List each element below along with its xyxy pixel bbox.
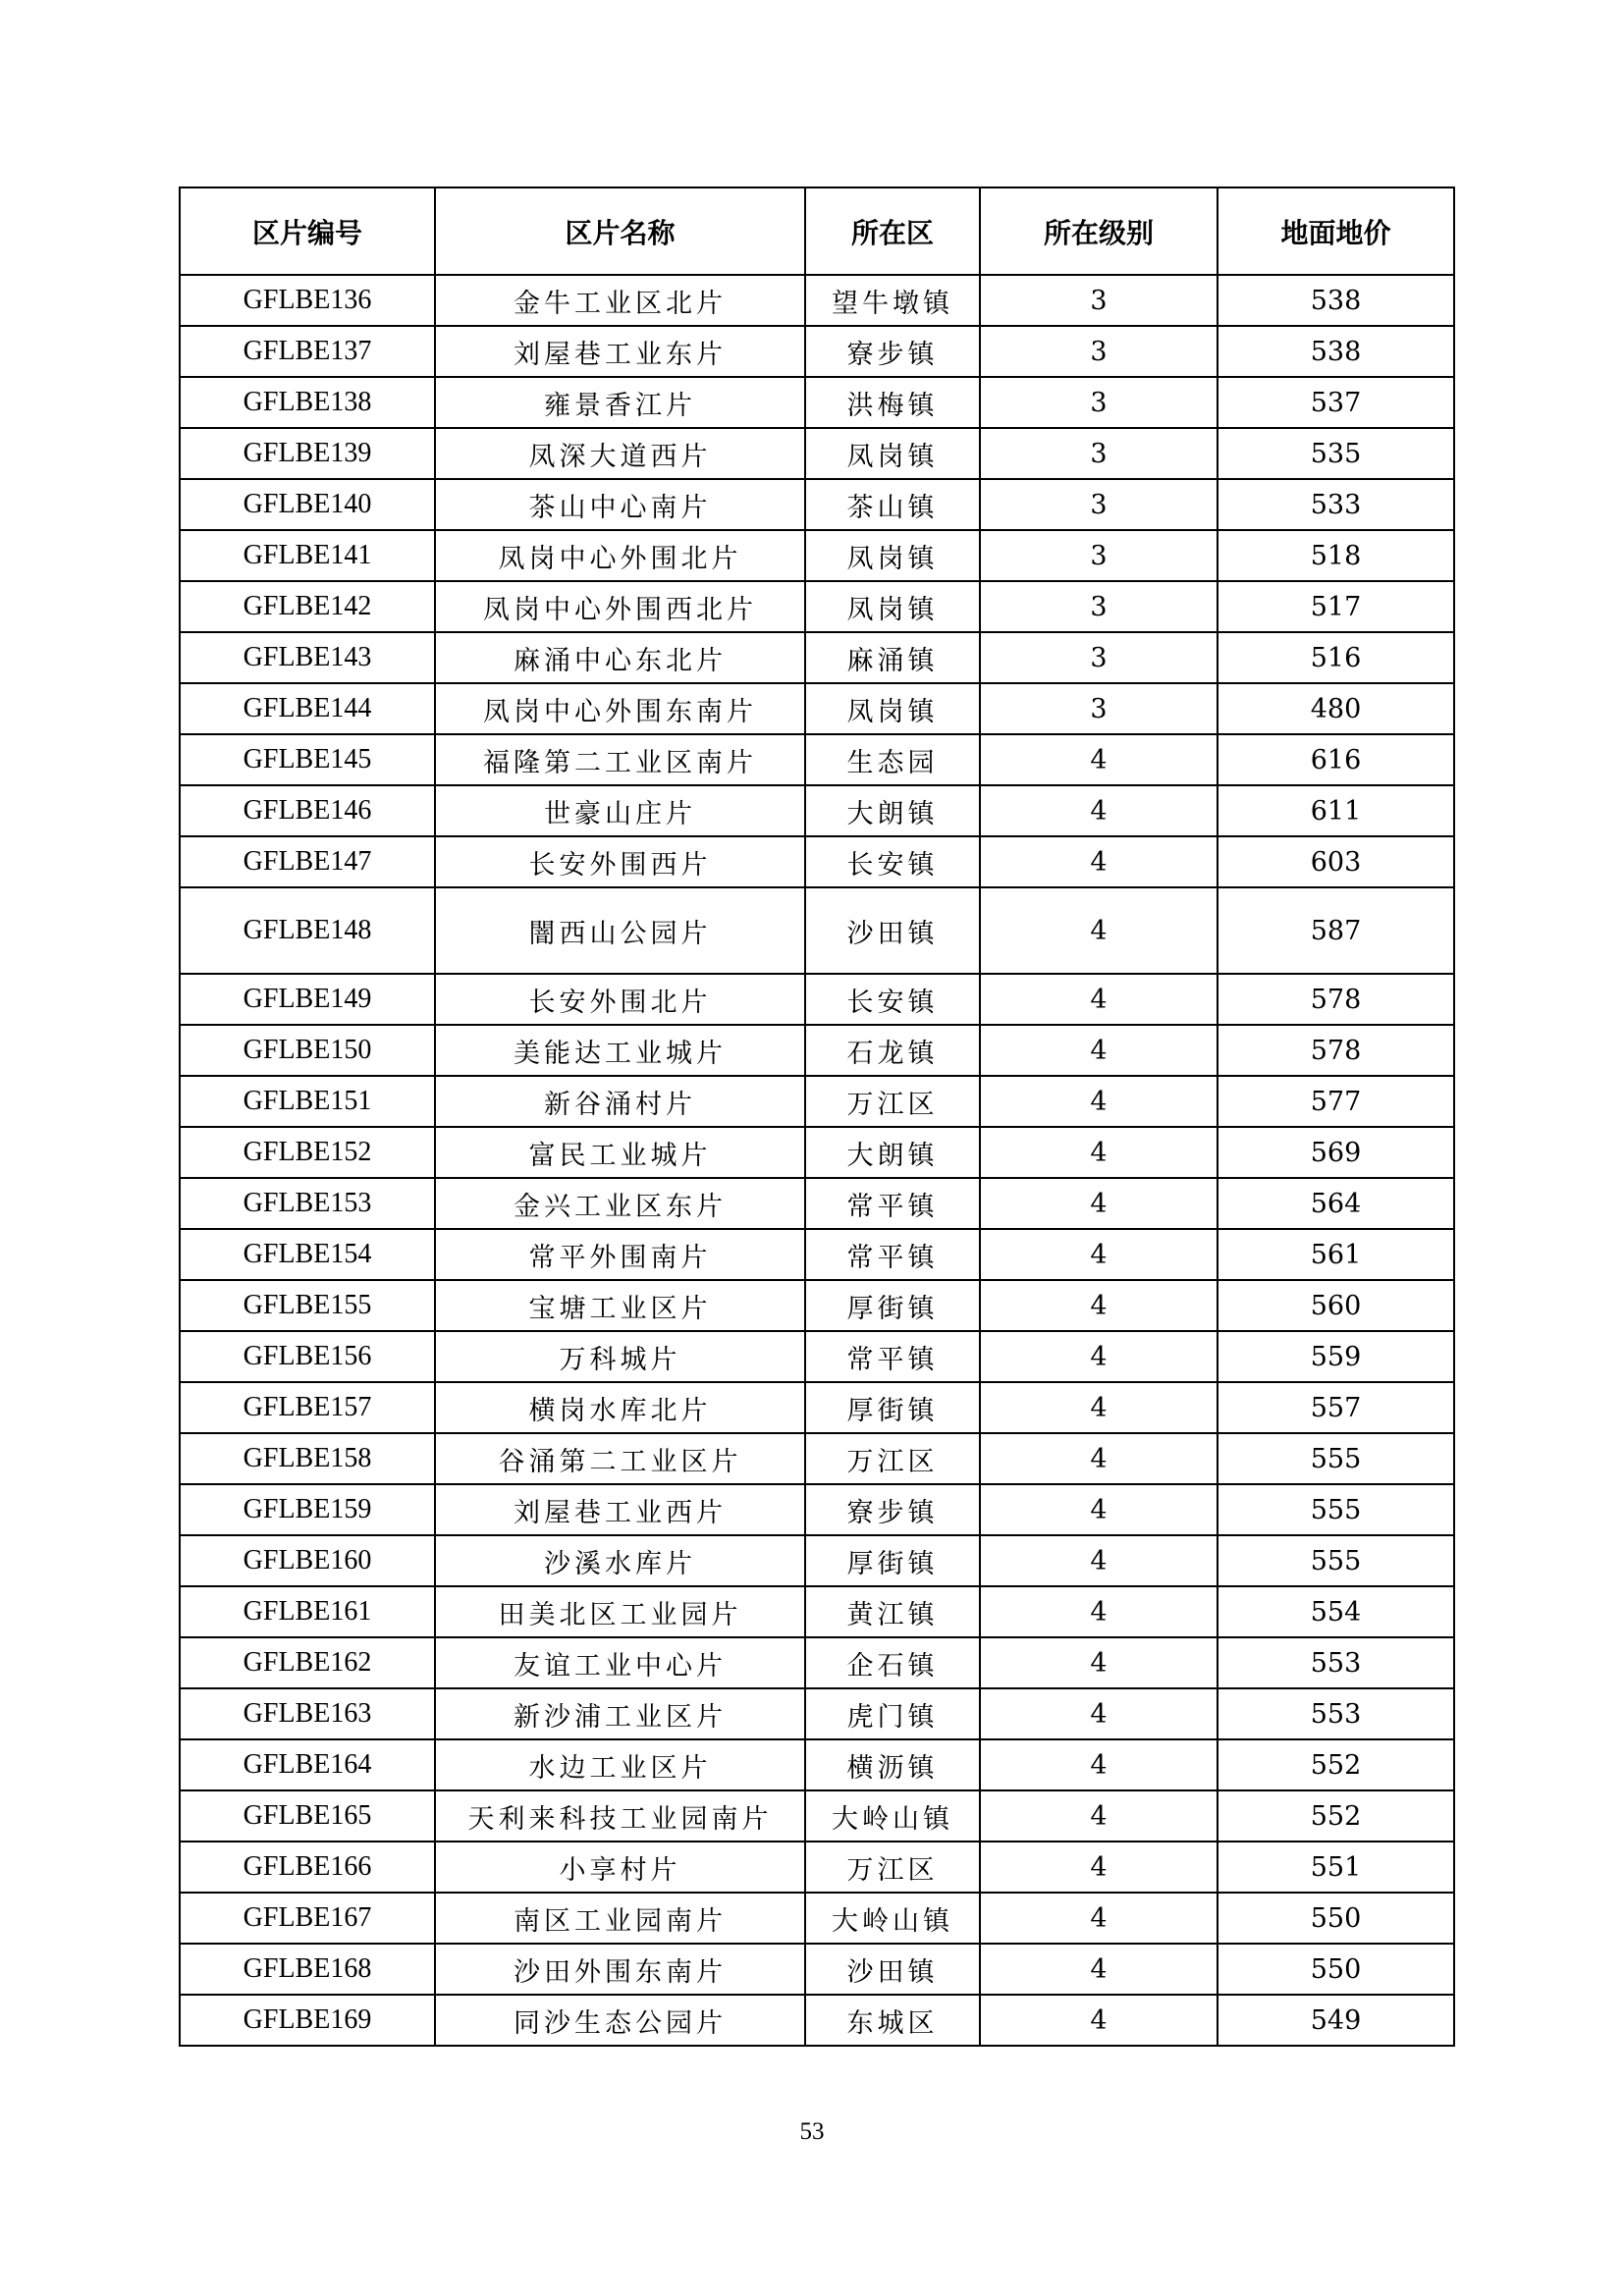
district-cell: 洪梅镇 (805, 377, 980, 428)
district-cell: 常平镇 (805, 1229, 980, 1280)
zone-code-cell: GFLBE162 (180, 1637, 435, 1688)
header-district: 所在区 (805, 187, 980, 275)
table-row (180, 1790, 1454, 1842)
zone-code-cell: GFLBE148 (180, 887, 435, 974)
land-price-cell: 564 (1218, 1178, 1454, 1229)
district-cell: 大岭山镇 (805, 1893, 980, 1944)
land-price-cell: 516 (1218, 632, 1454, 683)
zone-name-cell: 长安外围北片 (435, 974, 805, 1025)
level-cell: 4 (980, 1893, 1218, 1944)
zone-code-cell: GFLBE150 (180, 1025, 435, 1076)
table-row (180, 632, 1454, 683)
land-price-cell: 578 (1218, 974, 1454, 1025)
page-number: 53 (799, 2118, 825, 2145)
land-price-cell: 555 (1218, 1535, 1454, 1586)
level-cell: 3 (980, 428, 1218, 479)
land-price-cell: 578 (1218, 1025, 1454, 1076)
zone-name-cell: 万科城片 (435, 1331, 805, 1382)
table-row (180, 1842, 1454, 1893)
land-price-cell: 555 (1218, 1433, 1454, 1484)
district-cell: 万江区 (805, 1842, 980, 1893)
zone-name-cell: 横岗水库北片 (435, 1382, 805, 1433)
table-header-row (180, 187, 1454, 275)
land-price-table (179, 187, 1455, 2047)
zone-code-cell: GFLBE141 (180, 530, 435, 581)
level-cell: 4 (980, 1586, 1218, 1637)
land-price-cell: 549 (1218, 1995, 1454, 2046)
header-zone-code: 区片编号 (180, 187, 435, 275)
district-cell: 厚街镇 (805, 1382, 980, 1433)
zone-code-cell: GFLBE149 (180, 974, 435, 1025)
district-cell: 大朗镇 (805, 785, 980, 836)
zone-code-cell: GFLBE139 (180, 428, 435, 479)
zone-name-cell: 水边工业区片 (435, 1739, 805, 1790)
table-row (180, 1331, 1454, 1382)
zone-name-cell: 宝塘工业区片 (435, 1280, 805, 1331)
district-cell: 万江区 (805, 1076, 980, 1127)
zone-code-cell: GFLBE144 (180, 683, 435, 734)
table-row (180, 1893, 1454, 1944)
district-cell: 寮步镇 (805, 1484, 980, 1535)
zone-code-cell: GFLBE146 (180, 785, 435, 836)
zone-name-cell: 美能达工业城片 (435, 1025, 805, 1076)
level-cell: 3 (980, 530, 1218, 581)
land-price-cell: 551 (1218, 1842, 1454, 1893)
table-row (180, 785, 1454, 836)
table-row (180, 1995, 1454, 2046)
level-cell: 4 (980, 1535, 1218, 1586)
table-row (180, 974, 1454, 1025)
zone-code-cell: GFLBE145 (180, 734, 435, 785)
zone-name-cell: 茶山中心南片 (435, 479, 805, 530)
table-row (180, 1076, 1454, 1127)
level-cell: 4 (980, 1382, 1218, 1433)
land-price-cell: 554 (1218, 1586, 1454, 1637)
land-price-cell: 535 (1218, 428, 1454, 479)
district-cell: 东城区 (805, 1995, 980, 2046)
table-row (180, 1484, 1454, 1535)
zone-code-cell: GFLBE153 (180, 1178, 435, 1229)
zone-code-cell: GFLBE157 (180, 1382, 435, 1433)
zone-code-cell: GFLBE154 (180, 1229, 435, 1280)
land-price-cell: 552 (1218, 1739, 1454, 1790)
district-cell: 万江区 (805, 1433, 980, 1484)
level-cell: 4 (980, 1484, 1218, 1535)
level-cell: 4 (980, 1433, 1218, 1484)
land-price-cell: 517 (1218, 581, 1454, 632)
zone-code-cell: GFLBE156 (180, 1331, 435, 1382)
land-price-cell: 550 (1218, 1944, 1454, 1995)
header-level: 所在级别 (980, 187, 1218, 275)
zone-code-cell: GFLBE138 (180, 377, 435, 428)
level-cell: 3 (980, 275, 1218, 326)
level-cell: 4 (980, 785, 1218, 836)
level-cell: 3 (980, 632, 1218, 683)
land-price-cell: 552 (1218, 1790, 1454, 1842)
level-cell: 3 (980, 581, 1218, 632)
level-cell: 4 (980, 1280, 1218, 1331)
zone-name-cell: 新沙浦工业区片 (435, 1688, 805, 1739)
district-cell: 凤岗镇 (805, 530, 980, 581)
district-cell: 横沥镇 (805, 1739, 980, 1790)
level-cell: 4 (980, 1637, 1218, 1688)
zone-name-cell: 富民工业城片 (435, 1127, 805, 1178)
zone-name-cell: 金兴工业区东片 (435, 1178, 805, 1229)
zone-code-cell: GFLBE165 (180, 1790, 435, 1842)
district-cell: 常平镇 (805, 1331, 980, 1382)
zone-name-cell: 谷涌第二工业区片 (435, 1433, 805, 1484)
zone-code-cell: GFLBE152 (180, 1127, 435, 1178)
zone-code-cell: GFLBE163 (180, 1688, 435, 1739)
land-price-cell: 561 (1218, 1229, 1454, 1280)
district-cell: 企石镇 (805, 1637, 980, 1688)
zone-code-cell: GFLBE147 (180, 836, 435, 887)
zone-name-cell: 长安外围西片 (435, 836, 805, 887)
land-price-cell: 480 (1218, 683, 1454, 734)
zone-name-cell: 刘屋巷工业西片 (435, 1484, 805, 1535)
zone-code-cell: GFLBE140 (180, 479, 435, 530)
land-price-cell: 616 (1218, 734, 1454, 785)
district-cell: 长安镇 (805, 974, 980, 1025)
zone-name-cell: 沙溪水库片 (435, 1535, 805, 1586)
level-cell: 4 (980, 1178, 1218, 1229)
zone-name-cell: 新谷涌村片 (435, 1076, 805, 1127)
zone-code-cell: GFLBE151 (180, 1076, 435, 1127)
land-price-cell: 603 (1218, 836, 1454, 887)
level-cell: 4 (980, 734, 1218, 785)
table-row (180, 1178, 1454, 1229)
land-price-cell: 533 (1218, 479, 1454, 530)
zone-name-cell: 麻涌中心东北片 (435, 632, 805, 683)
land-price-cell: 557 (1218, 1382, 1454, 1433)
level-cell: 4 (980, 1331, 1218, 1382)
table-row (180, 1586, 1454, 1637)
table-row (180, 887, 1454, 974)
zone-code-cell: GFLBE168 (180, 1944, 435, 1995)
level-cell: 4 (980, 887, 1218, 974)
table-row (180, 1025, 1454, 1076)
header-land-price: 地面地价 (1218, 187, 1454, 275)
level-cell: 3 (980, 479, 1218, 530)
district-cell: 厚街镇 (805, 1535, 980, 1586)
table-row (180, 1535, 1454, 1586)
land-price-cell: 537 (1218, 377, 1454, 428)
district-cell: 凤岗镇 (805, 581, 980, 632)
level-cell: 4 (980, 1076, 1218, 1127)
district-cell: 常平镇 (805, 1178, 980, 1229)
zone-code-cell: GFLBE155 (180, 1280, 435, 1331)
level-cell: 4 (980, 1790, 1218, 1842)
district-cell: 生态园 (805, 734, 980, 785)
table-row (180, 581, 1454, 632)
table-row (180, 377, 1454, 428)
table-row (180, 530, 1454, 581)
land-price-cell: 553 (1218, 1688, 1454, 1739)
table-row (180, 1127, 1454, 1178)
level-cell: 3 (980, 326, 1218, 377)
header-zone-name: 区片名称 (435, 187, 805, 275)
table-row (180, 1382, 1454, 1433)
zone-name-cell: 雍景香江片 (435, 377, 805, 428)
land-price-cell: 538 (1218, 326, 1454, 377)
level-cell: 3 (980, 377, 1218, 428)
zone-name-cell: 世豪山庄片 (435, 785, 805, 836)
level-cell: 4 (980, 1995, 1218, 2046)
table-row (180, 1433, 1454, 1484)
land-price-cell: 587 (1218, 887, 1454, 974)
zone-name-cell: 凤岗中心外围东南片 (435, 683, 805, 734)
level-cell: 4 (980, 1842, 1218, 1893)
land-price-cell: 611 (1218, 785, 1454, 836)
level-cell: 4 (980, 836, 1218, 887)
table-row (180, 428, 1454, 479)
table-row (180, 275, 1454, 326)
zone-name-cell: 凤深大道西片 (435, 428, 805, 479)
table-row (180, 326, 1454, 377)
land-price-cell: 538 (1218, 275, 1454, 326)
zone-code-cell: GFLBE161 (180, 1586, 435, 1637)
zone-code-cell: GFLBE136 (180, 275, 435, 326)
zone-name-cell: 南区工业园南片 (435, 1893, 805, 1944)
district-cell: 寮步镇 (805, 326, 980, 377)
district-cell: 长安镇 (805, 836, 980, 887)
table-body (180, 275, 1454, 2046)
level-cell: 4 (980, 1739, 1218, 1790)
level-cell: 4 (980, 1688, 1218, 1739)
zone-code-cell: GFLBE167 (180, 1893, 435, 1944)
table-row (180, 1688, 1454, 1739)
district-cell: 沙田镇 (805, 1944, 980, 1995)
land-price-cell: 555 (1218, 1484, 1454, 1535)
district-cell: 凤岗镇 (805, 428, 980, 479)
district-cell: 黄江镇 (805, 1586, 980, 1637)
zone-code-cell: GFLBE169 (180, 1995, 435, 2046)
district-cell: 麻涌镇 (805, 632, 980, 683)
district-cell: 凤岗镇 (805, 683, 980, 734)
zone-code-cell: GFLBE137 (180, 326, 435, 377)
district-cell: 大朗镇 (805, 1127, 980, 1178)
zone-name-cell: 凤岗中心外围北片 (435, 530, 805, 581)
zone-code-cell: GFLBE143 (180, 632, 435, 683)
land-price-cell: 560 (1218, 1280, 1454, 1331)
district-cell: 望牛墩镇 (805, 275, 980, 326)
level-cell: 4 (980, 1944, 1218, 1995)
land-price-cell: 518 (1218, 530, 1454, 581)
zone-name-cell: 沙田外围东南片 (435, 1944, 805, 1995)
zone-name-cell: 闇西山公园片 (435, 887, 805, 974)
zone-code-cell: GFLBE158 (180, 1433, 435, 1484)
table-row (180, 1739, 1454, 1790)
table-row (180, 836, 1454, 887)
zone-code-cell: GFLBE160 (180, 1535, 435, 1586)
zone-name-cell: 金牛工业区北片 (435, 275, 805, 326)
zone-code-cell: GFLBE142 (180, 581, 435, 632)
zone-name-cell: 凤岗中心外围西北片 (435, 581, 805, 632)
land-price-cell: 577 (1218, 1076, 1454, 1127)
land-price-cell: 559 (1218, 1331, 1454, 1382)
zone-name-cell: 常平外围南片 (435, 1229, 805, 1280)
zone-name-cell: 小享村片 (435, 1842, 805, 1893)
level-cell: 4 (980, 1025, 1218, 1076)
table-row (180, 1229, 1454, 1280)
level-cell: 4 (980, 974, 1218, 1025)
district-cell: 大岭山镇 (805, 1790, 980, 1842)
table-row (180, 734, 1454, 785)
zone-code-cell: GFLBE159 (180, 1484, 435, 1535)
zone-code-cell: GFLBE164 (180, 1739, 435, 1790)
land-price-cell: 569 (1218, 1127, 1454, 1178)
zone-name-cell: 天利来科技工业园南片 (435, 1790, 805, 1842)
district-cell: 沙田镇 (805, 887, 980, 974)
district-cell: 茶山镇 (805, 479, 980, 530)
district-cell: 石龙镇 (805, 1025, 980, 1076)
district-cell: 厚街镇 (805, 1280, 980, 1331)
table-row (180, 683, 1454, 734)
level-cell: 3 (980, 683, 1218, 734)
level-cell: 4 (980, 1229, 1218, 1280)
zone-name-cell: 友谊工业中心片 (435, 1637, 805, 1688)
level-cell: 4 (980, 1127, 1218, 1178)
zone-code-cell: GFLBE166 (180, 1842, 435, 1893)
zone-name-cell: 福隆第二工业区南片 (435, 734, 805, 785)
zone-name-cell: 刘屋巷工业东片 (435, 326, 805, 377)
district-cell: 虎门镇 (805, 1688, 980, 1739)
zone-name-cell: 田美北区工业园片 (435, 1586, 805, 1637)
table-row (180, 479, 1454, 530)
table-row (180, 1280, 1454, 1331)
land-price-cell: 553 (1218, 1637, 1454, 1688)
table-row (180, 1944, 1454, 1995)
table-row (180, 1637, 1454, 1688)
land-price-cell: 550 (1218, 1893, 1454, 1944)
zone-name-cell: 同沙生态公园片 (435, 1995, 805, 2046)
